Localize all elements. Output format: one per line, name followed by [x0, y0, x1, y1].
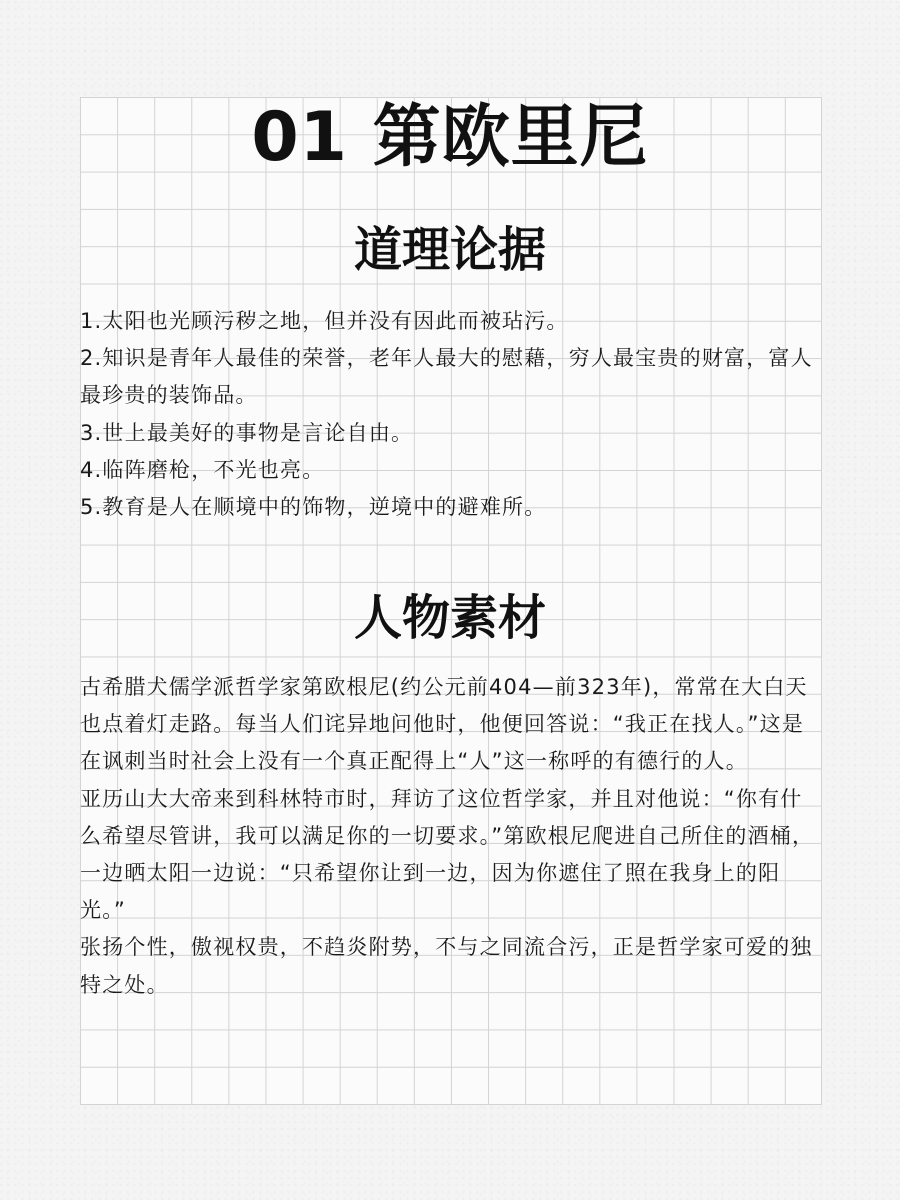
section-heading-reasoning: 道理论据	[353, 222, 546, 278]
people-paragraph: 亚历山大大帝来到科林特市时，拜访了这位哲学家，并且对他说：“你有什么希望尽管讲，我可以满足你的一切要求。”第欧根尼爬进自己所住的酒桶，一边晒太阳一边说：“只希望你让到一边，因为你遮住了照在我身上的阳光。”	[80, 786, 815, 923]
reasoning-item: 2.知识是青年人最佳的荣誉，老年人最大的慰藉，穷人最宝贵的财富，富人最珍贵的装饰品。	[80, 346, 813, 408]
reasoning-list	[80, 303, 822, 526]
reasoning-item: 1.太阳也光顾污秽之地，但并没有因此而被玷污。	[80, 309, 569, 333]
section-heading-people: 人物素材	[353, 590, 546, 646]
people-material	[80, 669, 822, 1004]
people-paragraph: 古希腊犬儒学派哲学家第欧根尼(约公元前404—前323年)，常常在大白天也点着灯走路。每当人们诧异地问他时，他便回答说：“我正在找人。”这是在讽刺当时社会上没有一个真正配得上“人”这一称呼的有德行的人。	[80, 675, 808, 774]
reasoning-item: 3.世上最美好的事物是言论自由。	[80, 420, 414, 445]
reasoning-item: 4.临阵磨枪，不光也亮。	[80, 457, 325, 482]
reasoning-item: 5.教育是人在顺境中的饰物，逆境中的避难所。	[80, 495, 547, 520]
people-paragraph: 张扬个性，傲视权贵，不趋炎附势，不与之同流合污，正是哲学家可爱的独特之处。	[80, 935, 813, 997]
page-title: 01 第欧里尼	[251, 98, 649, 177]
